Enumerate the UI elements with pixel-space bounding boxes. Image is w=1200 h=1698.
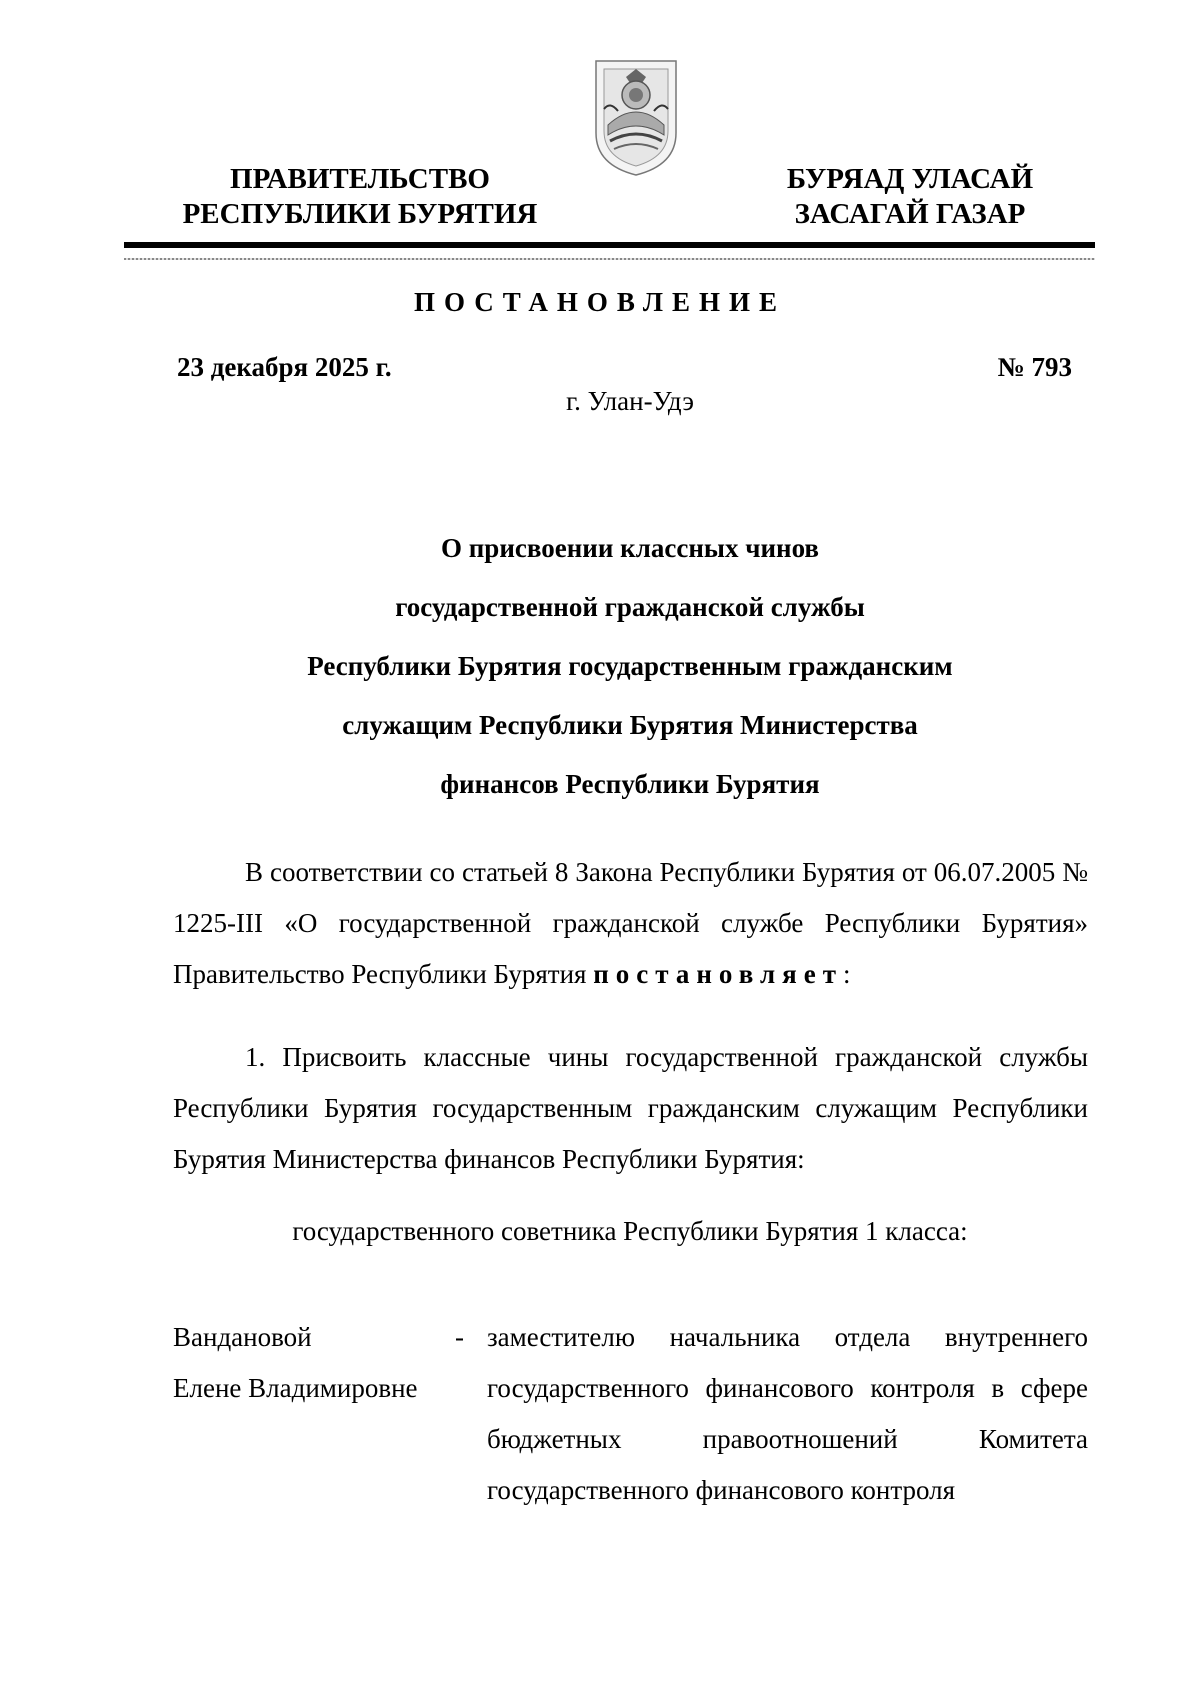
document-number: № 793	[997, 352, 1072, 382]
document-city: г. Улан-Удэ	[566, 386, 694, 416]
preamble-paragraph	[173, 847, 1088, 1000]
header-right-line2: ЗАСАГАЙ ГАЗАР	[794, 198, 1026, 230]
header-left	[170, 162, 550, 232]
person-given-names: Елене Владимировне	[173, 1373, 418, 1403]
title-line-3: Республики Бурятия государственным гражданским	[307, 651, 953, 681]
header-divider-thin	[124, 258, 1095, 260]
title-line-5: финансов Республики Бурятия	[440, 769, 820, 799]
person-name	[173, 1312, 453, 1414]
header-right-line1: БУРЯАД УЛАСАЙ	[786, 163, 1034, 195]
separator-dash: -	[455, 1322, 464, 1352]
header-left-line1: ПРАВИТЕЛЬСТВО	[230, 163, 490, 195]
title-line-2: государственной гражданской службы	[395, 592, 865, 622]
person-position: заместителю начальника отдела внутреннего государственного финансового контроля в сфере бюджетных правоотношений Комитета государственного финансового контроля	[487, 1322, 1088, 1505]
header-left-line2: РЕСПУБЛИКИ БУРЯТИЯ	[182, 198, 538, 230]
rank-heading: государственного советника Республики Бурятия 1 класса:	[292, 1216, 968, 1246]
document-title	[250, 519, 1010, 814]
person-surname: Вандановой	[173, 1322, 312, 1352]
decree-colon: :	[842, 959, 851, 989]
title-line-1: О присвоении классных чинов	[441, 533, 819, 563]
document-type: ПОСТАНОВЛЕНИЕ	[413, 287, 787, 317]
header-divider-thick	[124, 242, 1095, 248]
preamble-text: В соответствии со статьей 8 Закона Республики Бурятия от 06.07.2005 № 1225-III «О государственной гражданской службе Республики Бурятия» Правительство Республики Бурятия	[173, 857, 1088, 989]
item-1-paragraph: 1. Присвоить классные чины государственной гражданской службы Республики Бурятия государственным гражданским служащим Республики Бурятия Министерства финансов Республики Бурятия:	[173, 1042, 1088, 1174]
document-date: 23 декабря 2025 г.	[177, 352, 392, 382]
header-right	[760, 162, 1060, 232]
title-line-4: служащим Республики Бурятия Министерства	[342, 710, 918, 740]
coat-of-arms-emblem	[590, 55, 682, 180]
decree-word: постановляет	[593, 959, 843, 989]
